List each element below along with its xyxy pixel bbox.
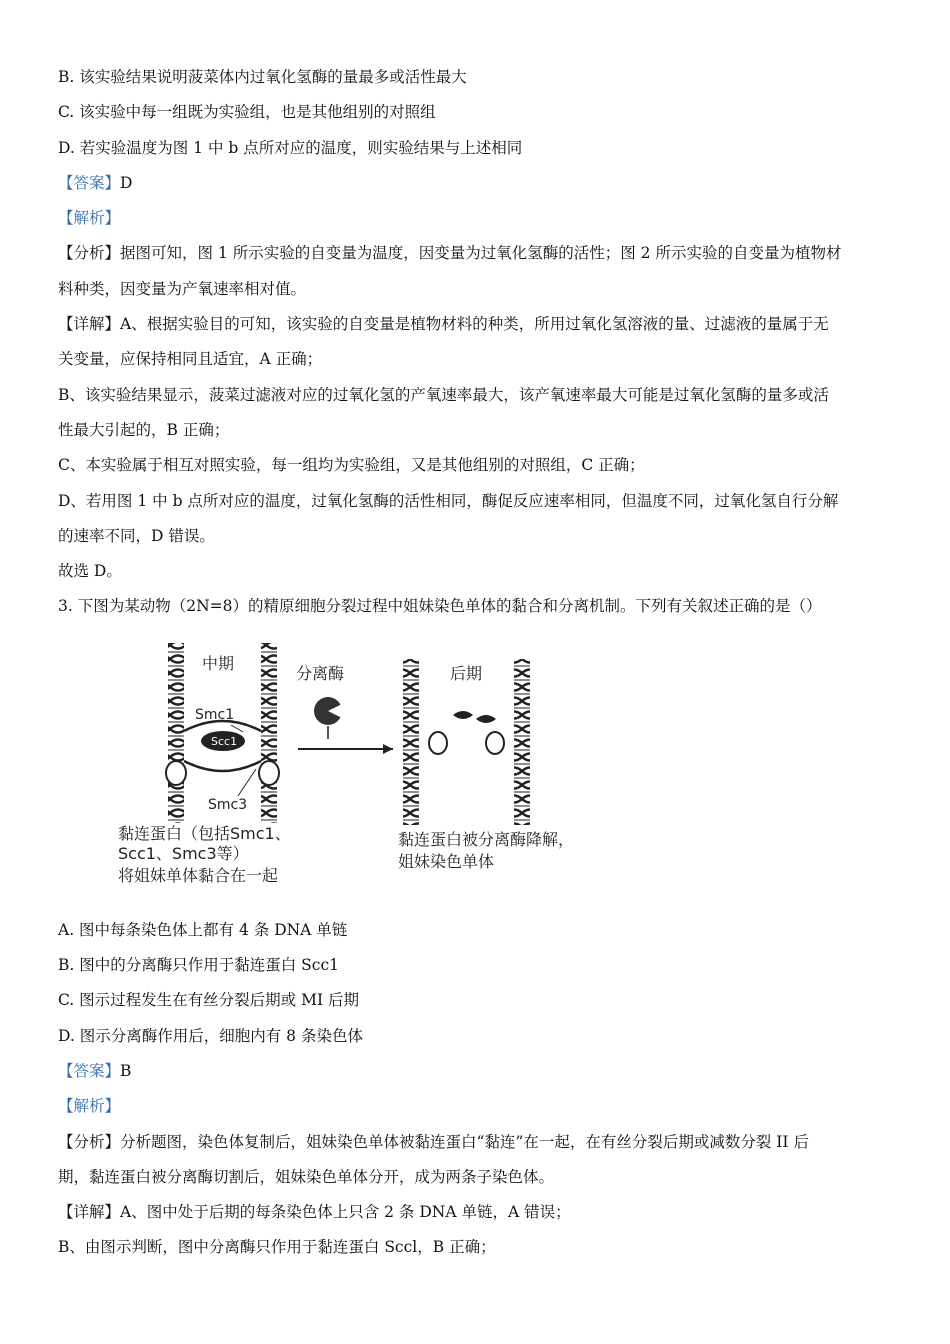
caption-left-line-2: Scc1、Smc3等） xyxy=(118,843,249,863)
caption-right-line-2: 姐妹染色单体 xyxy=(398,851,495,871)
chromatid-right-2 xyxy=(514,659,530,825)
xiangjie2-line-b1: B、由图示判断，图中分离酶只作用于黏连蛋白 Sccl，B 正确； xyxy=(58,1238,496,1257)
option-3a: A. 图中每条染色体上都有 4 条 DNA 单链 xyxy=(58,920,348,939)
centromere-left-2 xyxy=(259,761,279,785)
option-d-text: D. 若实验温度为图 1 中 b 点所对应的温度，则实验结果与上述相同 xyxy=(58,138,523,157)
smc3-pointer xyxy=(238,769,256,796)
stage-metaphase-label: 中期 xyxy=(202,653,235,673)
chromatid-left-2 xyxy=(261,643,277,823)
answer-tag: 【答案】 xyxy=(58,1061,121,1080)
analysis-tag-1: 【解析】 xyxy=(58,209,121,228)
caption-left-line-1: 黏连蛋白（包括Smc1、 xyxy=(118,823,291,843)
answer-line-1 xyxy=(58,166,894,201)
centromere-left-1 xyxy=(166,761,186,785)
conclusion-line: 故选 D。 xyxy=(58,562,122,581)
caption-right-line-1: 黏连蛋白被分离酶降解， xyxy=(398,829,575,849)
cohesin-figure xyxy=(58,631,894,901)
cleaved-fragment-2 xyxy=(476,715,496,723)
scc1-label: Scc1 xyxy=(211,734,238,748)
centromere-right-1 xyxy=(429,732,447,754)
answer-value: D xyxy=(120,173,133,192)
fenxi-tag: 【分析】 xyxy=(58,244,121,263)
answer-tag: 【答案】 xyxy=(58,173,121,192)
arrow-head xyxy=(383,744,393,754)
analysis-tag-2: 【解析】 xyxy=(58,1097,121,1116)
option-3d: D. 图示分离酶作用后，细胞内有 8 条染色体 xyxy=(58,1026,363,1045)
chromatid-right-1 xyxy=(403,659,419,825)
xiangjie-line-b1: B、该实验结果显示，菠菜过滤液对应的过氧化氢的产氧速率最大，该产氧速率最大可能是过氧化氢酶的量多或活 xyxy=(58,385,829,404)
fenxi-text: 据图可知，图 1 所示实验的自变量为温度，因变量为过氧化氢酶的活性；图 2 所示实验的自变量为植物材 xyxy=(120,244,842,263)
xiangjie-line-d1: D、若用图 1 中 b 点所对应的温度，过氧化氢酶的活性相同，酶促反应速率相同，但温度不同，过氧化氢自行分解 xyxy=(58,491,839,510)
cohesin-diagram xyxy=(58,631,894,901)
separase-label: 分离酶 xyxy=(296,663,345,683)
fenxi-line-1 xyxy=(58,236,894,271)
xiangjie-line-a1 xyxy=(58,307,894,342)
xiangjie-text: A、图中处于后期的每条染色体上只含 2 条 DNA 单链，A 错误； xyxy=(120,1203,571,1222)
xiangjie-line-b2: 性最大引起的，B 正确； xyxy=(58,420,230,439)
xiangjie2-line-a1 xyxy=(58,1195,894,1230)
option-3b: B. 图中的分离酶只作用于黏连蛋白 Scc1 xyxy=(58,956,340,975)
centromere-right-2 xyxy=(486,732,504,754)
option-3c: C. 图示过程发生在有丝分裂后期或 MI 后期 xyxy=(58,991,360,1010)
xiangjie-tag: 【详解】 xyxy=(58,1203,121,1222)
xiangjie-text: A、根据实验目的可知，该实验的自变量是植物材料的种类，所用过氧化氢溶液的量、过滤液的量属于无 xyxy=(120,315,829,334)
answer-value: B xyxy=(120,1061,132,1080)
option-b-text: B. 该实验结果说明菠菜体内过氧化氢酶的量最多或活性最大 xyxy=(58,68,467,86)
xiangjie-line-c1: C、本实验属于相互对照实验，每一组均为实验组，又是其他组别的对照组，C 正确； xyxy=(58,456,645,475)
fenxi-line-2: 料种类，因变量为产氧速率相对值。 xyxy=(58,279,307,298)
stage-anaphase-label: 后期 xyxy=(450,663,483,683)
xiangjie-tag: 【详解】 xyxy=(58,315,121,334)
xiangjie-line-d2: 的速率不同，D 错误。 xyxy=(58,526,215,545)
fenxi2-line-1 xyxy=(58,1125,894,1160)
fenxi-tag: 【分析】 xyxy=(58,1132,121,1151)
smc3-arc xyxy=(184,761,261,771)
cleaved-fragment-1 xyxy=(453,711,473,719)
chromatid-left-1 xyxy=(168,643,184,823)
smc1-pointer xyxy=(231,725,243,732)
xiangjie-line-a2: 关变量，应保持相同且适宜，A 正确； xyxy=(58,350,323,369)
document-page xyxy=(58,60,894,1266)
smc3-label: Smc3 xyxy=(208,796,248,813)
question-3: 3. 下图为某动物（2N=8）的精原细胞分裂过程中姐妹染色单体的黏合和分离机制。下列有关叙述正确的是（） xyxy=(58,597,822,616)
smc1-label: Smc1 xyxy=(195,706,235,723)
option-c-text: C. 该实验中每一组既为实验组，也是其他组别的对照组 xyxy=(58,103,436,122)
fenxi-text: 分析题图，染色体复制后，姐妹染色单体被黏连蛋白“黏连”在一起，在有丝分裂后期或减数分裂 II 后 xyxy=(120,1132,809,1151)
answer-line-2 xyxy=(58,1054,894,1089)
fenxi2-line-2: 期，黏连蛋白被分离酶切割后，姐妹染色单体分开，成为两条子染色体。 xyxy=(58,1167,555,1186)
caption-left-line-3: 将姐妹单体黏合在一起 xyxy=(118,865,279,885)
